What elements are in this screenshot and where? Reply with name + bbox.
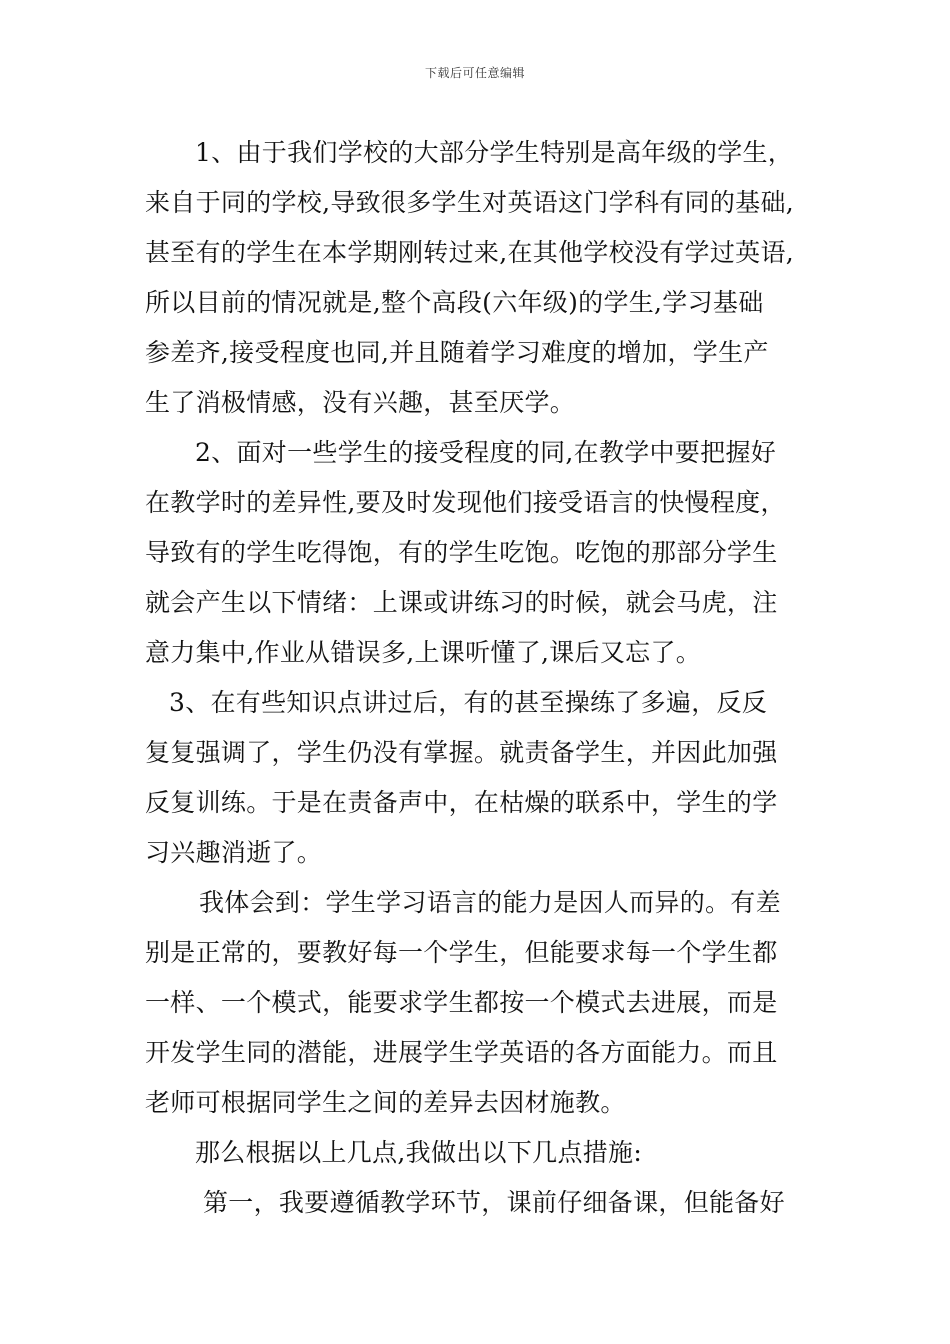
paragraph-line: 3、在有些知识点讲过后，有的甚至操练了多遍，反反	[169, 688, 768, 717]
paragraph-line: 生了消极情感，没有兴趣，甚至厌学。	[145, 388, 576, 417]
paragraph-line: 意力集中,作业从错误多,上课听懂了,课后又忘了。	[145, 638, 702, 667]
paragraph-line: 就会产生以下情绪：上课或讲练习的时候，就会马虎，注	[145, 588, 778, 617]
paragraph-line: 在教学时的差异性,要及时发现他们接受语言的快慢程度，	[145, 488, 786, 517]
paragraph-line: 来自于同的学校,导致很多学生对英语这门学科有同的基础,	[145, 188, 794, 217]
paragraph-line: 甚至有的学生在本学期刚转过来,在其他学校没有学过英语,	[145, 238, 794, 267]
paragraph-line: 别是正常的，要教好每一个学生，但能要求每一个学生都	[145, 938, 778, 967]
paragraph-line: 一样、一个模式，能要求学生都按一个模式去进展，而是	[145, 988, 778, 1017]
paragraph-line: 参差齐,接受程度也同,并且随着学习难度的增加，学生产	[145, 338, 769, 367]
paragraph-line: 所以目前的情况就是,整个高段(六年级)的学生,学习基础	[145, 288, 764, 317]
paragraph-line: 老师可根据同学生之间的差异去因材施教。	[145, 1088, 626, 1117]
paragraph-line: 第一，我要遵循教学环节，课前仔细备课，但能备好	[203, 1188, 785, 1217]
document-body	[145, 128, 815, 1228]
paragraph-line: 导致有的学生吃得饱，有的学生吃饱。吃饱的那部分学生	[145, 538, 778, 567]
paragraph-line: 复复强调了，学生仍没有掌握。就责备学生，并因此加强	[145, 738, 778, 767]
paragraph-line: 反复训练。于是在责备声中，在枯燥的联系中，学生的学	[145, 788, 778, 817]
page-header: 下载后可任意编辑	[424, 66, 525, 80]
paragraph-line: 那么根据以上几点,我做出以下几点措施:	[195, 1138, 643, 1167]
paragraph-line: 我体会到：学生学习语言的能力是因人而异的。有差	[199, 888, 781, 917]
paragraph-line: 习兴趣消逝了。	[145, 838, 323, 867]
paragraph-line: 2、面对一些学生的接受程度的同,在教学中要把握好	[195, 438, 777, 467]
paragraph-line: 开发学生同的潜能，进展学生学英语的各方面能力。而且	[145, 1038, 778, 1067]
paragraph-line: 1、由于我们学校的大部分学生特别是高年级的学生，	[195, 138, 794, 167]
